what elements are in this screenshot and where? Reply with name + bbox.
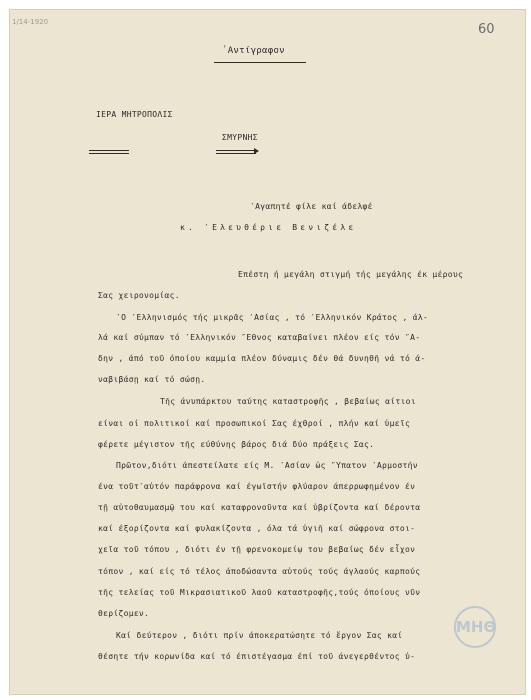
body-line: τῇ αὐτοθαυμασμῷ του καί καταφρονοῦντα καί ὑβρίζοντα καί δέροντα [98,503,421,512]
body-line: τῆς τελείας τοῦ Μικρασιατικοῦ λαοῦ καταστροφῆς,τούς όποίους νῦν [98,588,421,597]
body-line: τόπον , καί είς τό τέλος άποδώσαντα αὐτούς τούς άγλαούς καρπούς [98,567,421,576]
body-line: ναβιβάσῃ καί τό σώσῃ. [98,375,206,384]
body-line: φέρετε μέγιστον τῆς εύθύνης βάρος διά δύο πράξεις Σας. [98,440,375,449]
page-number: 60 [478,22,495,37]
body-line: ᾽Ο ᾽Ελληνισμός τής μικρᾶς ᾽Ασίας , τό ᾽Ελληνικόν Κράτος , άλ- [116,313,429,322]
body-line: Πρῶτον,διότι άπεστείλατε είς Μ. ᾽Ασίαν ὡς ῞Υπατον ᾽Αρμοστήν [116,461,418,470]
body-line: Σας χειρονομίας. [98,291,180,300]
body-line: είναι οί πολιτικοί καί προσωπικοί Σας έχθροί , πλήν καί ὑμεῖς [98,419,411,428]
archive-mark: 1/14-1920 [12,18,49,26]
body-line: θερίζομεν. [98,609,150,618]
body-line: χεῖα τοῦ τόπου , διότι έν τῇ φρενοκομείῳ του βεβαίως δέν εἶχον [98,545,416,554]
body-line: Καί δεύτερον , διότι πρίν άποκερατώσητε τό ἔργον Σας καί [116,631,403,640]
body-line: ένα τοῦτ᾽αὐτόν παράφρονα καί έγωϊστήν φλύαρον άπερρωφημένον έν [98,482,416,491]
greeting-line-1: ᾽Αγαπητέ φίλε καί άδελφέ [250,202,373,211]
body-line: λά καί σύμπαν τό ᾽Ελληνικόν ῎Εθνος καταβαίνει πλέον είς τόν ῞Α- [98,333,421,342]
archive-seal-stamp: ΜΗΘ [454,606,496,648]
body-line: Επέστη ή μεγάλη στιγμή τής μεγάλης έκ μέρους [238,270,464,279]
body-line: καί έξορίζοντα καί φυλακίζοντα , όλα τά ὑγιῆ καί σώφρονα στοι- [98,524,416,533]
body-line: δην , άπό τοῦ όποίου καμμία πλέον δύναμις δέν θά δυνηθῆ νά τό ά- [98,354,426,363]
organization-line-2: ΣΜΥΡΝΗΣ [222,133,258,142]
organization-line-1: ΙΕΡΑ ΜΗΤΡΟΠΟΛΙΣ [96,110,173,119]
double-rule-left [89,150,129,154]
body-line: θέσητε τήν κορωνίδα καί τό έπιστέγασμα έπί τοῦ άνεγερθέντος ὑ- [98,652,416,661]
double-rule-arrow [216,150,256,154]
document-page [10,10,525,694]
heading-underline [214,62,306,63]
document-heading: ᾽Αντίγραφον [222,46,285,56]
greeting-line-2: κ. ᾽Ελευθέριε Βενιζέλε [180,223,357,232]
body-line: Τῆς άνυπάρκτου ταύτης καταστροφῆς , βεβαίως αίτιοι [160,397,416,406]
